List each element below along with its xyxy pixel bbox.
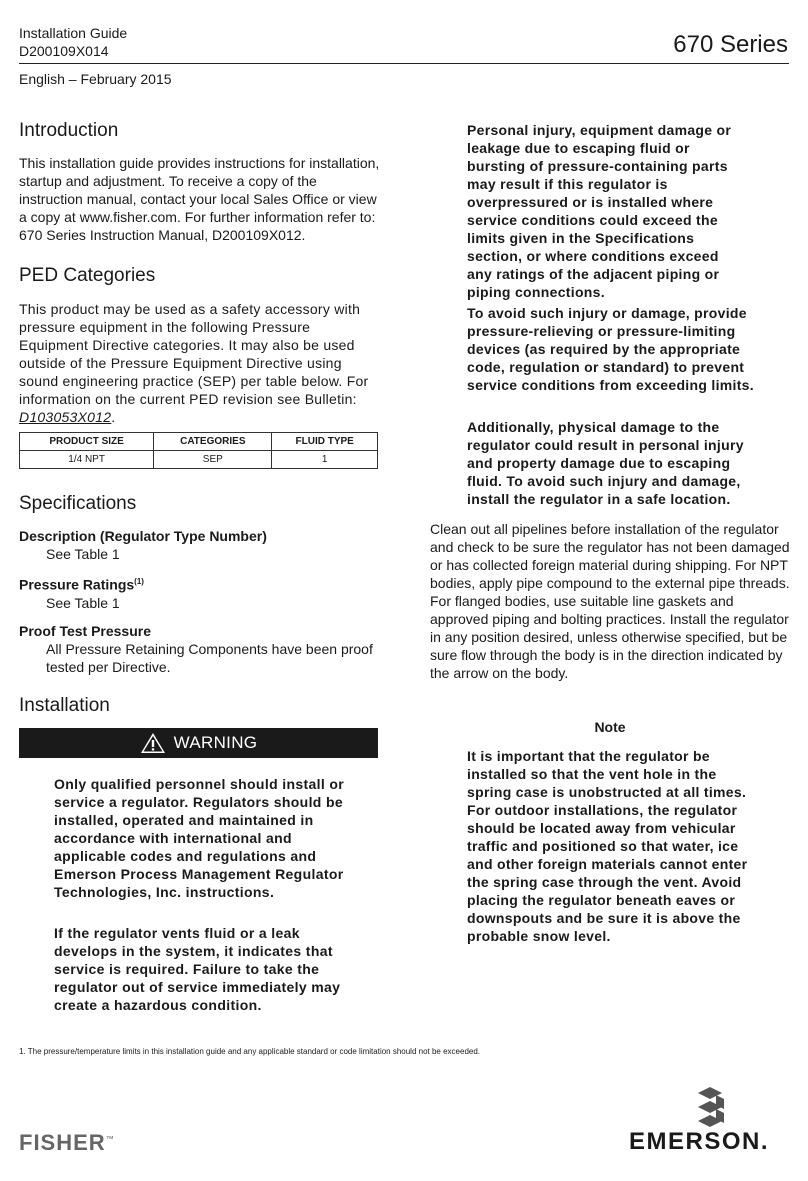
warning-banner — [19, 728, 378, 758]
warning-paragraph-4: To avoid such injury or damage, provide pressure-relieving or pressure-limiting devices (as required by the appropriate code, regulation or standard) to prevent service conditions from exceeding limits. — [467, 305, 754, 393]
col-categories: CATEGORIES — [154, 433, 272, 451]
fisher-wordmark: FISHER — [19, 1130, 106, 1155]
spec-label-pressure-ratings — [19, 573, 379, 594]
warning-label: WARNING — [173, 733, 258, 752]
ped-table-header-row — [20, 433, 378, 451]
warning-paragraph-5: Additionally, physical damage to the regulator could result in personal injury and property damage due to escaping fluid. To avoid such injury and damage, install the regulator in a safe location. — [467, 419, 744, 507]
introduction-heading: Introduction — [19, 120, 119, 141]
introduction-text: This installation guide provides instructions for installation, startup and adjustment. To receive a copy of the instruction manual, contact your local Sales Office or view a copy at www.fisher.com. For further information refer to: 670 Series Instruction Manual, D200109X012. — [19, 155, 380, 243]
series-title: 670 Series — [673, 31, 788, 58]
table-row — [20, 451, 378, 469]
spec-label-proof-test: Proof Test Pressure — [19, 622, 152, 639]
ped-text-end: . — [111, 409, 116, 425]
bulletin-link[interactable]: D103053X012 — [19, 409, 112, 425]
warning-paragraph-3: Personal injury, equipment damage or leakage due to escaping fluid or bursting of pressure-containing parts may result if this regulator is overpressured or is installed where service conditions could exceed the limits given in the Specifications section, or where conditions exceed any ratings of the adjacent piping or piping connections. — [467, 122, 732, 300]
doc-number: D200109X014 — [19, 43, 109, 59]
ped-table — [19, 432, 378, 469]
spec-value-proof-test: All Pressure Retaining Components have been proof tested per Directive. — [46, 640, 373, 675]
emerson-logo: EMERSON. — [629, 1128, 770, 1155]
doc-type: Installation Guide — [19, 25, 128, 41]
emerson-arrows-icon — [680, 1085, 740, 1130]
footnote-ref: (1) — [134, 577, 144, 586]
cell-product-size: 1/4 NPT — [20, 451, 154, 469]
col-product-size: PRODUCT SIZE — [20, 433, 154, 451]
header-rule — [19, 63, 789, 64]
ped-text — [19, 300, 381, 426]
warning-paragraph-2: If the regulator vents fluid or a leak develops in the system, it indicates that service is required. Failure to take the regulator out of service immediately may create a hazardous condition. — [54, 925, 341, 1013]
ped-text-body: This product may be used as a safety accessory with pressure equipment in the following Pressure Equipment Directive categories. It may also be used outside of the Pressure Equipment Directive using sound engineering practice (SEP) per table below. For information on the current PED revision see Bulletin: — [19, 301, 369, 407]
spec-label-pressure-text: Pressure Ratings — [19, 576, 135, 593]
spec-value-pressure-ratings: See Table 1 — [46, 594, 120, 611]
trademark-symbol: ™ — [105, 1134, 115, 1144]
warning-paragraph-1: Only qualified personnel should install or service a regulator. Regulators should be installed, operated and maintained in accordance with international and applicable codes and regulations and Emerson Process Management Regulator Technologies, Inc. instructions. — [54, 776, 345, 900]
ped-heading: PED Categories — [19, 265, 156, 286]
col-fluid-type: FLUID TYPE — [272, 433, 378, 451]
note-text: It is important that the regulator be installed so that the vent hole in the spring case is unobstructed at all times. For outdoor installations, the regulator should be located away from vehicular traffic and positioned so that water, ice and other foreign materials cannot enter the spring case through the vent. Avoid placing the regulator beneath eaves or downspouts and be sure it is above the probable snow level. — [467, 748, 748, 944]
installation-body-text: Clean out all pipelines before installation of the regulator and check to be sure the regulator has not been damaged or has collected foreign material during shipping. For NPT bodies, apply pipe compound to the external pipe threads. For flanged bodies, use suitable line gaskets and approved piping and bolting practices. Install the regulator in any position desired, unless otherwise specified, but be sure flow through the body is in the direction indicated by the arrow on the body. — [430, 521, 790, 681]
language-date: English – February 2015 — [19, 71, 172, 87]
cell-categories: SEP — [154, 451, 272, 469]
installation-heading: Installation — [19, 695, 110, 716]
warning-triangle-icon — [140, 732, 166, 754]
spec-value-description: See Table 1 — [46, 546, 120, 562]
cell-fluid-type: 1 — [272, 451, 378, 469]
specifications-heading: Specifications — [19, 493, 137, 514]
spec-list — [19, 527, 379, 676]
emerson-mark-icon — [680, 1085, 740, 1130]
spec-label-description: Description (Regulator Type Number) — [19, 528, 267, 544]
note-heading: Note — [594, 719, 626, 735]
footnote: 1. The pressure/temperature limits in this installation guide and any applicable standard or code limitation should not be exceeded. — [19, 1047, 481, 1056]
fisher-logo — [19, 1130, 115, 1156]
